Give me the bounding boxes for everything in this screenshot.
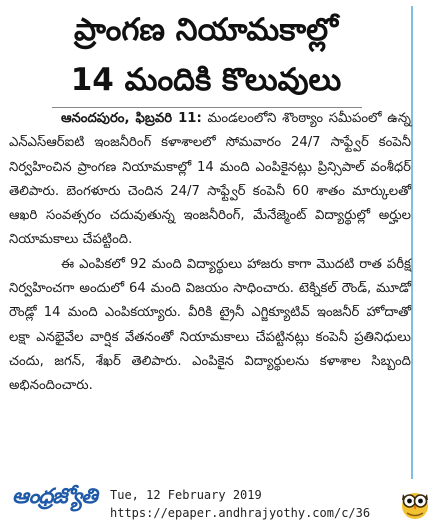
headline-line-2: 14 మందికి కొలువులు [70, 62, 342, 98]
headline-line-1: ప్రాంగణ నియామకాల్లో [74, 12, 338, 48]
source-url[interactable]: https://epaper.andhrajyothy.com/c/36 [110, 506, 371, 520]
paragraph-1-text: మండలంలోని శొంఠ్యాం సమీపంలో ఉన్న ఎన్ఎస్ఆర్ఐటి ఇంజనీరింగ్ కళాశాలలో సోమవారం 24/7 సాఫ్ట్వేర్ కంపెనీ నిర్వహించిన ప్రాంగణ నియామకాల్లో 14 మంది ఎంపికైనట్లు ప్రిన్సిపాల్ వంశీధర్ తెలిపారు. బెంగళూరు చెందిన 24/7 సాఫ్ట్వేర్ కంపెనీ 60 శాతం మార్కులతో ఆఖరి సంవత్సరం చదువుతున్న ఇంజనీరింగ్, మేనేజ్మెంట్ విద్యార్థుల్లో అర్హుల నియామకాలు చేపట్టింది. [9, 111, 411, 248]
article-paragraph-2: ఈ ఎంపికలో 92 మంది విద్యార్థులు హాజరు కాగా మొదటి రాత పరీక్ష నిర్వహించగా అందులో 64 మంది విజయం సాధించారు. టెక్నికల్ రౌండ్, మూడో రౌండ్లో 14 మంది ఎంపికయ్యారు. వీరికి ట్రైనీ ఎగ్జిక్యూటివ్ ఇంజనీర్ హోదాతో లక్షా ఎనభైవేల వార్షిక వేతనంతో నియామకాలు చేపట్టినట్లు కంపెనీ ప్రతినిధులు చందు, జగన్, శేఖర్ తెలిపారు. ఎంపికైన విద్యార్థులను కళాశాల సిబ్బంది అభినందించారు. [9, 256, 411, 394]
publication-date: Tue, 12 February 2019 [110, 488, 262, 502]
logo-text: ఆంధ్రజ్యోతి [12, 484, 97, 508]
footer-bar [0, 480, 436, 525]
article-paragraph-1 [9, 107, 411, 253]
andhrajyothy-logo[interactable] [12, 484, 104, 514]
footer-meta [110, 486, 400, 522]
owl-icon [398, 484, 432, 520]
news-clipping [6, 6, 413, 479]
article-body [9, 107, 411, 399]
dateline: ఆనందపురం, ఫిబ్రవరి 11: [61, 111, 202, 126]
